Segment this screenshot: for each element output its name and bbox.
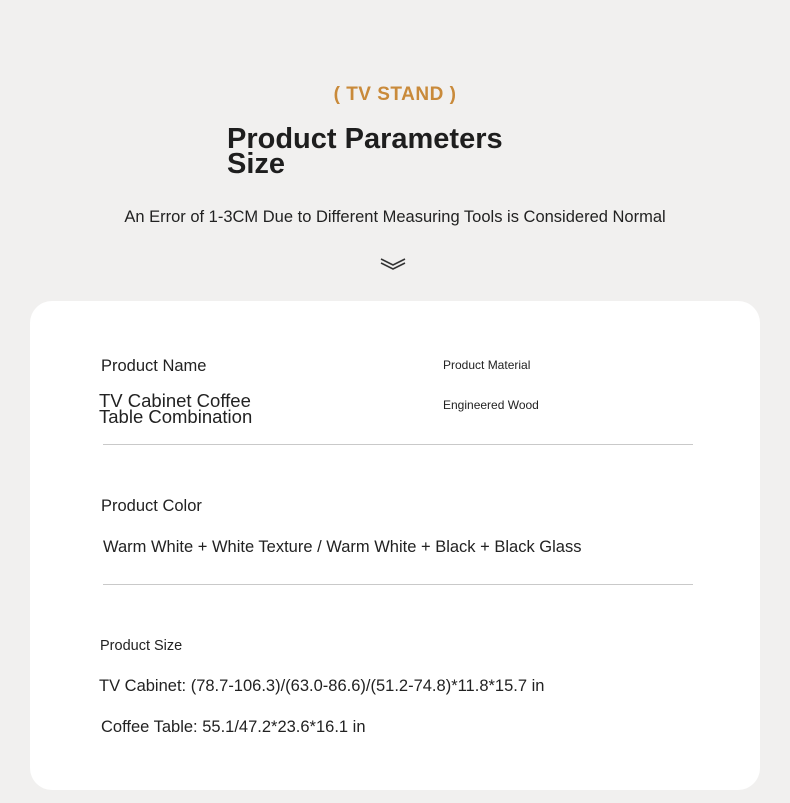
product-size-coffee-table: Coffee Table: 55.1/47.2*23.6*16.1 in xyxy=(101,718,366,736)
double-chevron-down-icon xyxy=(380,257,406,271)
product-name-value xyxy=(99,390,253,427)
product-material-label: Product Material xyxy=(443,358,531,372)
product-category-tag: ( TV STAND ) xyxy=(333,84,457,105)
product-name-line-2: Table Combination xyxy=(99,406,253,427)
page-title xyxy=(227,123,547,180)
measurement-note: An Error of 1-3CM Due to Different Measuring Tools is Considered Normal xyxy=(124,208,666,226)
product-name-label: Product Name xyxy=(101,357,207,375)
product-size-tv-cabinet: TV Cabinet: (78.7-106.3)/(63.0-86.6)/(51.2-74.8)*11.8*15.7 in xyxy=(99,677,545,695)
product-color-label: Product Color xyxy=(101,497,202,515)
page-title-line-1: Product Parameters xyxy=(227,123,503,155)
product-color-value: Warm White + White Texture / Warm White + Black + Black Glass xyxy=(103,538,582,556)
product-size-label: Product Size xyxy=(100,638,183,654)
product-material-value: Engineered Wood xyxy=(443,398,539,412)
divider xyxy=(103,444,693,445)
product-name-line-1: TV Cabinet Coffee xyxy=(99,390,251,411)
page-title-line-2: Size xyxy=(227,148,286,180)
divider xyxy=(103,584,693,585)
